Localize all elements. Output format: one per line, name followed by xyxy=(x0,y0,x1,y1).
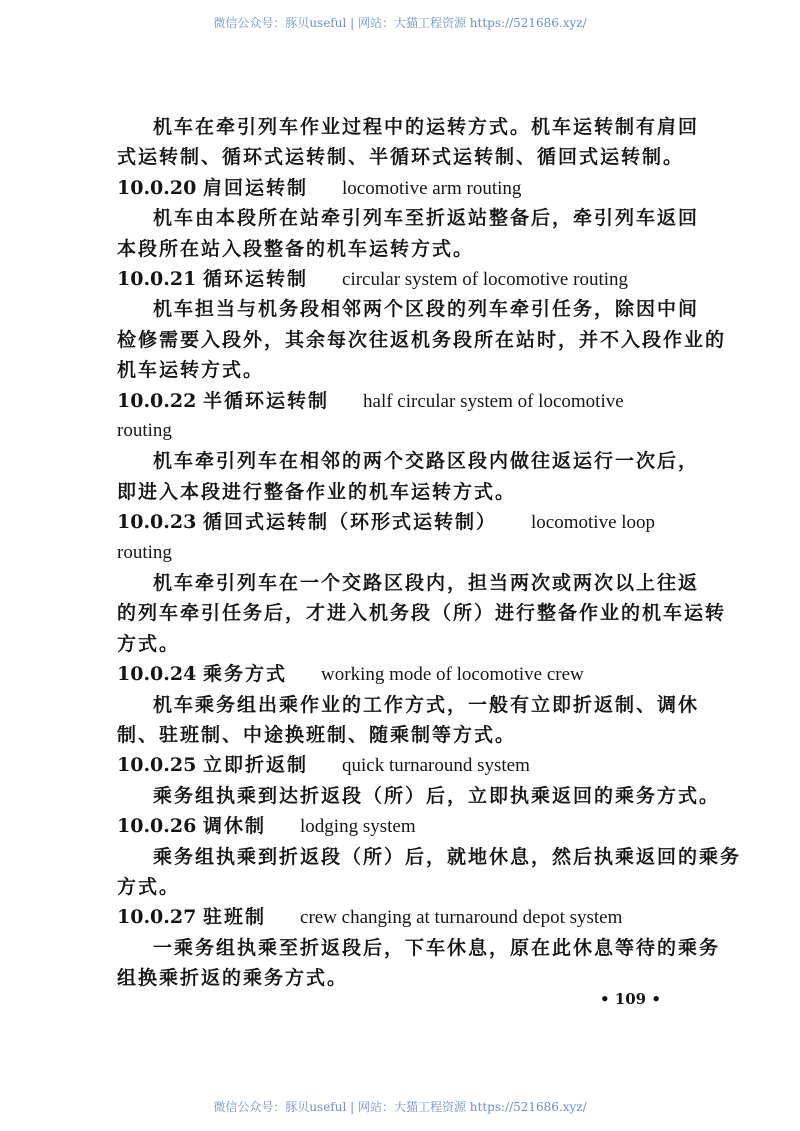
term-english: quick turnaround system xyxy=(342,755,530,777)
term-english: lodging system xyxy=(300,816,416,838)
term-chinese: 立即折返制 xyxy=(203,754,309,777)
body-line: 组换乘折返的乘务方式。 xyxy=(117,967,349,990)
term-chinese: 肩回运转制 xyxy=(203,176,309,199)
term-number: 10.0.21 xyxy=(117,268,197,290)
term-heading xyxy=(117,659,677,690)
body-line: 检修需要入段外，其余每次往返机务段所在站时，并不入段作业的 xyxy=(117,328,727,351)
term-chinese: 循环运转制 xyxy=(203,268,309,290)
term-number: 10.0.22 xyxy=(117,389,197,412)
body-line: 制、驻班制、中途换班制、随乘制等方式。 xyxy=(117,724,517,746)
term-heading xyxy=(117,811,677,842)
term-number: 10.0.20 xyxy=(117,176,197,199)
body-line: 机车牵引列车在一个交路区段内，担当两次或两次以上往返 xyxy=(153,572,700,594)
term-number: 10.0.23 xyxy=(117,511,197,534)
page-number: • 109 • xyxy=(600,990,661,1008)
body-line: 本段所在站入段整备的机车运转方式。 xyxy=(117,237,475,260)
term-chinese: 循回式运转制（环形式运转制） xyxy=(203,511,498,534)
term-heading xyxy=(117,173,677,204)
watermark-bottom: 微信公众号：豚贝useful | 网站：大猫工程资源 https://521686.xyz/ xyxy=(213,1100,587,1114)
body-line: 机车在牵引列车作业过程中的运转方式。机车运转制有肩回 xyxy=(153,116,700,138)
body-line: 乘务组执乘到折返段（所）后，就地休息，然后执乘返回的乘务 xyxy=(153,845,742,868)
term-english: working mode of locomotive crew xyxy=(321,664,584,686)
body-line: 机车担当与机务段相邻两个区段的列车牵引任务，除因中间 xyxy=(153,298,700,321)
body-line: 机车由本段所在站牵引列车至折返站整备后，牵引列车返回 xyxy=(153,207,700,230)
term-english: crew changing at turnaround depot system xyxy=(300,907,623,929)
term-chinese: 乘务方式 xyxy=(203,663,288,686)
term-heading xyxy=(117,902,677,933)
body-line: 的列车牵引任务后，才进入机务段（所）进行整备作业的机车运转 xyxy=(117,602,727,625)
body-line: 乘务组执乘到达折返段（所）后，立即执乘返回的乘务方式。 xyxy=(153,784,721,807)
body-line: 一乘务组执乘至折返段后，下车休息，原在此休息等待的乘务 xyxy=(153,936,721,959)
term-number: 10.0.26 xyxy=(117,815,197,838)
term-english: locomotive loop xyxy=(531,512,656,534)
term-number: 10.0.24 xyxy=(117,663,197,686)
watermark-top: 微信公众号：豚贝useful | 网站：大猫工程资源 https://521686.xyz/ xyxy=(213,16,587,30)
term-english-cont: routing xyxy=(117,541,172,563)
body-line: 机车乘务组出乘作业的工作方式，一般有立即折返制、调休 xyxy=(153,693,700,716)
term-english: half circular system of locomotive xyxy=(363,390,624,412)
term-chinese: 半循环运转制 xyxy=(203,389,330,412)
body-line: 式运转制、循环式运转制、半循环式运转制、循回式运转制。 xyxy=(117,146,685,169)
term-english: circular system of locomotive routing xyxy=(342,269,628,290)
body-line: 方式。 xyxy=(117,632,181,655)
term-english-cont: routing xyxy=(117,420,172,441)
term-chinese: 调休制 xyxy=(203,815,267,838)
body-line: 方式。 xyxy=(117,876,181,898)
term-heading xyxy=(117,507,677,538)
term-number: 10.0.25 xyxy=(117,754,197,777)
term-english: locomotive arm routing xyxy=(342,177,522,199)
body-line: 机车运转方式。 xyxy=(117,359,265,382)
body-line: 机车牵引列车在相邻的两个交路区段内做往返运行一次后， xyxy=(153,450,700,473)
term-heading xyxy=(117,386,677,417)
term-chinese: 驻班制 xyxy=(203,906,267,929)
body-line: 即进入本段进行整备作业的机车运转方式。 xyxy=(117,480,517,503)
term-heading xyxy=(117,750,677,781)
term-number: 10.0.27 xyxy=(117,906,197,929)
term-heading xyxy=(117,264,677,295)
